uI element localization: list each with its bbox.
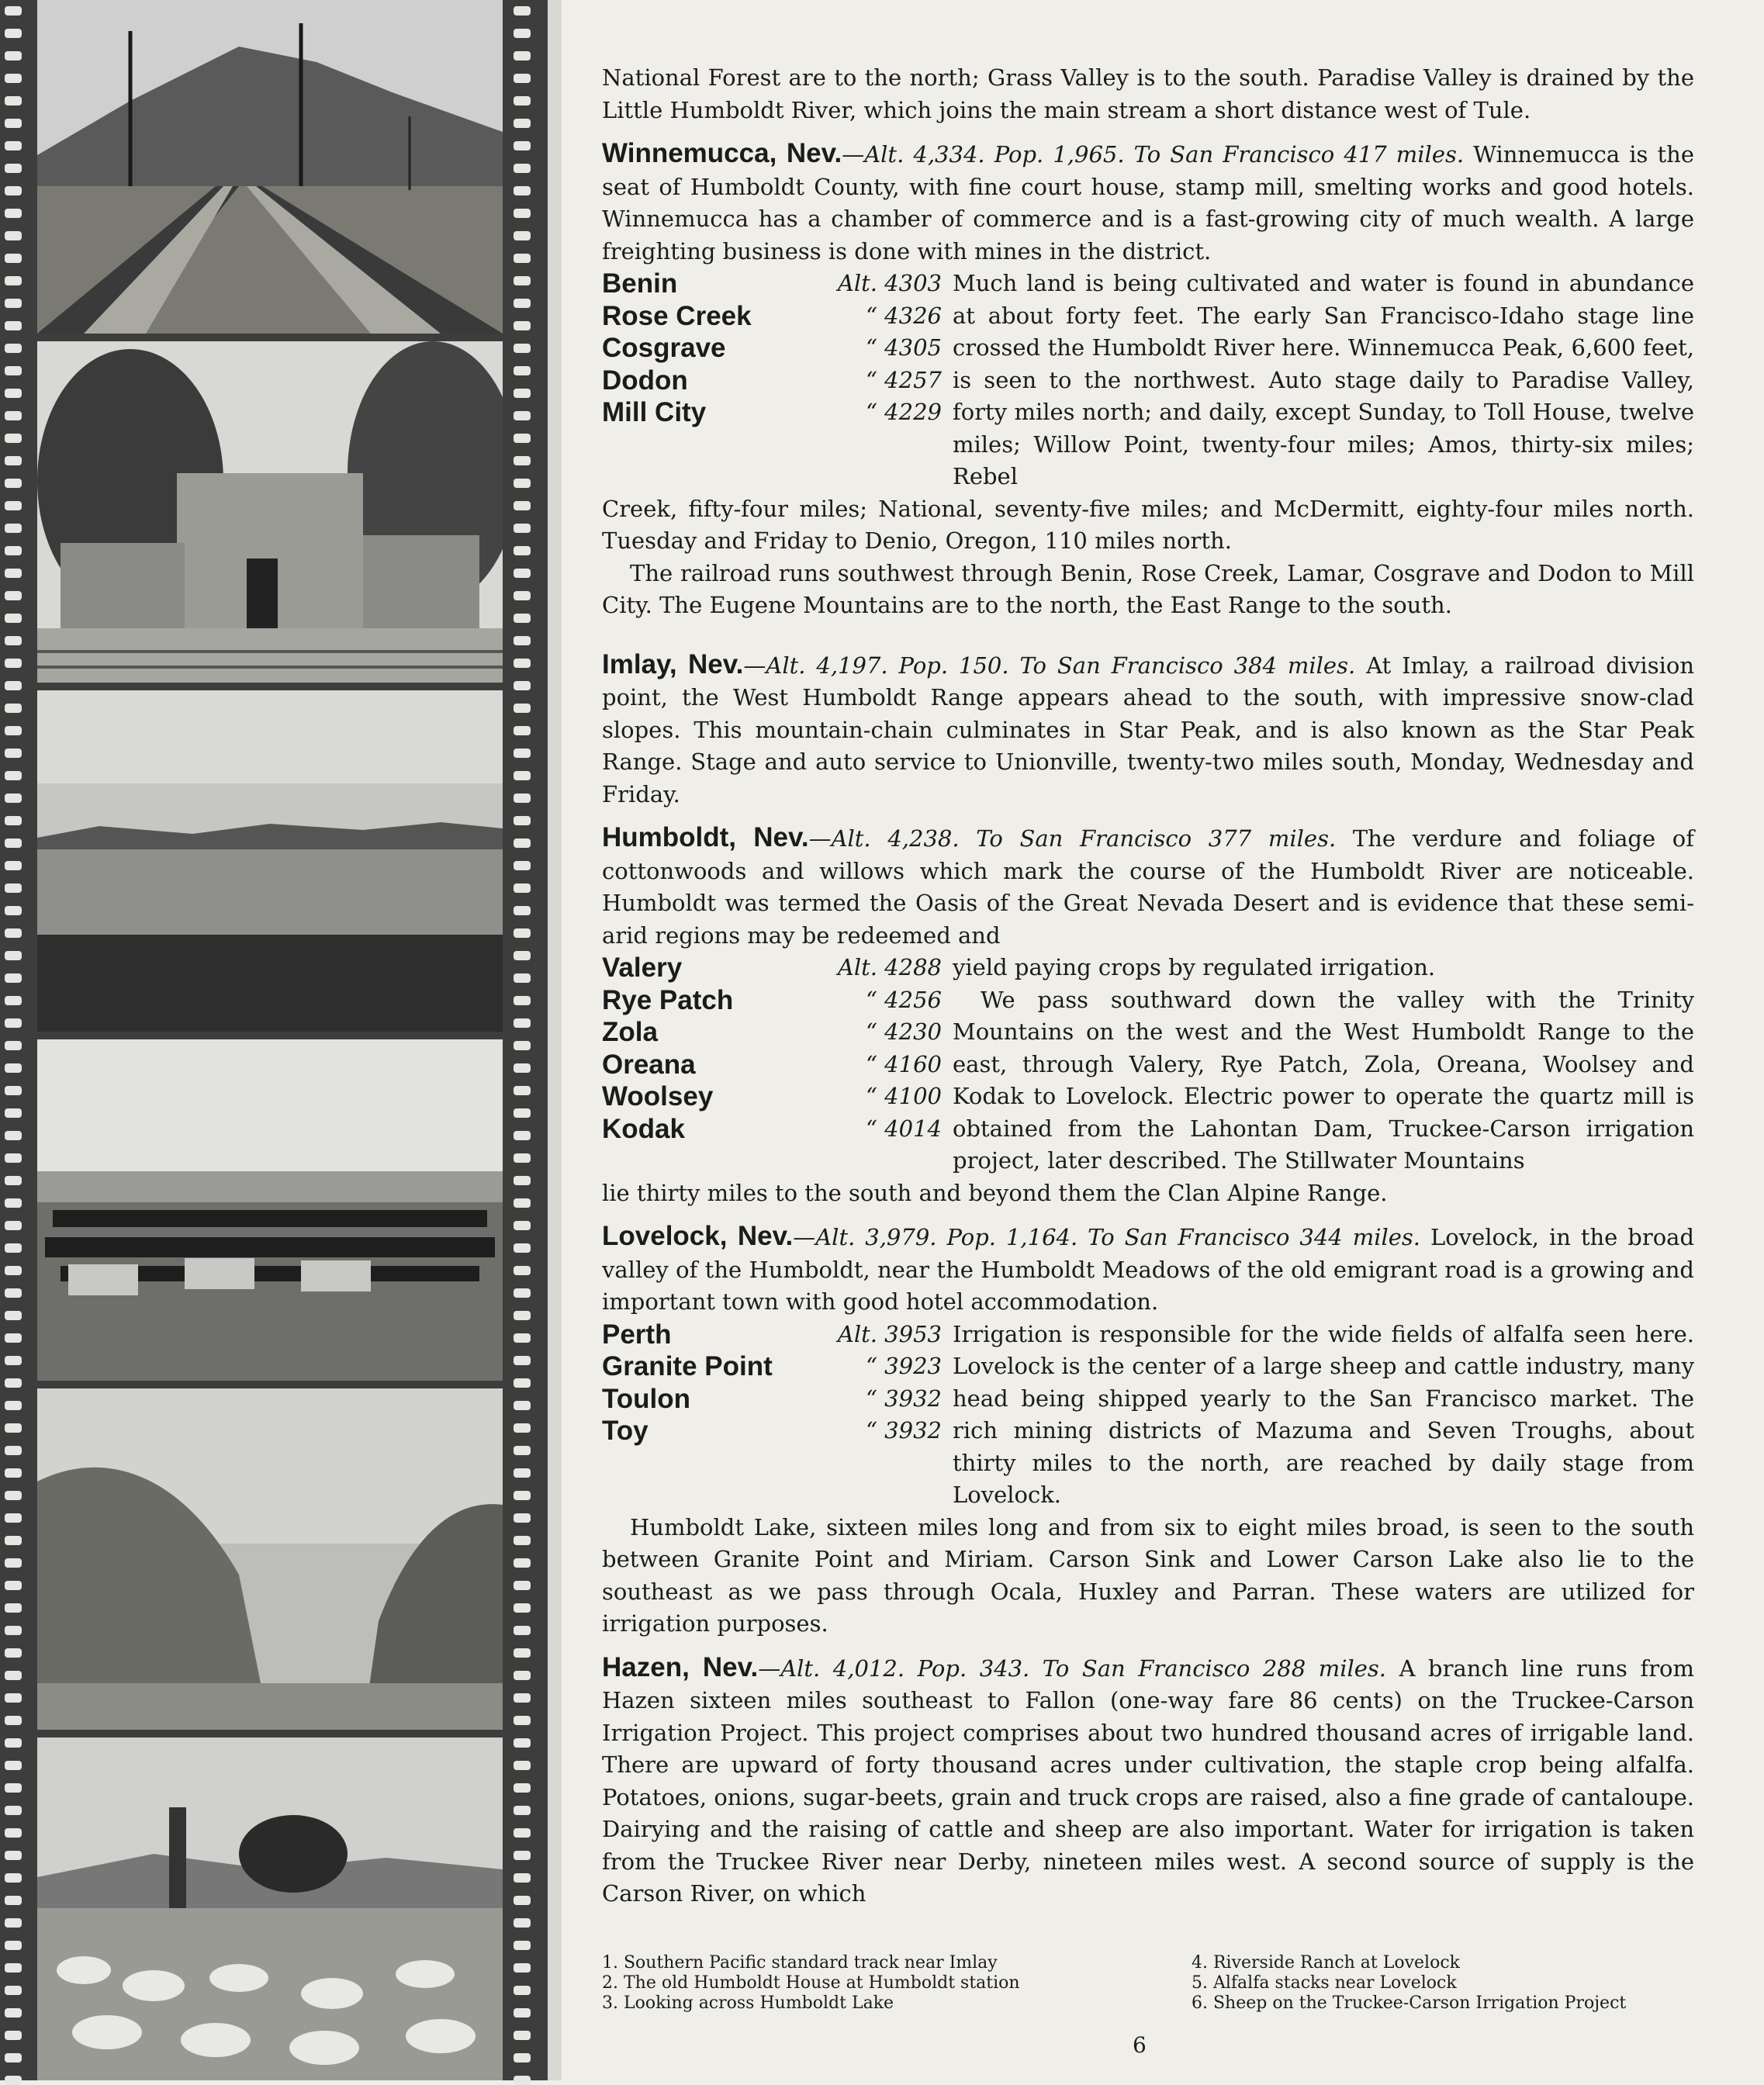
sprocket-hole [5,119,22,128]
sprocket-hole [514,2008,531,2018]
sprocket-hole [514,1626,531,1635]
sprocket-hole [5,1738,22,1748]
station-row [602,952,953,984]
lovelock-station-list [602,1319,1694,1512]
hazen-heading: Hazen, Nev. [602,1651,759,1682]
sprocket-hole [514,1806,531,1815]
sprocket-hole [5,1896,22,1905]
station-name: Mill City [602,397,707,427]
sprocket-hole [514,501,531,510]
sprocket-hole [5,546,22,555]
sprocket-hole [514,1558,531,1568]
sprocket-hole [514,726,531,735]
station-row [602,1415,953,1447]
sprocket-hole [5,1716,22,1725]
sprocket-hole [514,951,531,960]
sprocket-hole [5,389,22,398]
sprocket-hole [5,726,22,735]
sprocket-hole [514,1896,531,1905]
sprocket-hole [5,1513,22,1523]
station-row [602,365,953,397]
station-name: Rose Creek [602,300,752,331]
sprocket-hole [514,816,531,825]
sprocket-hole [5,816,22,825]
sprocket-hole [514,1648,531,1658]
sprocket-hole [5,591,22,600]
sprocket-hole [5,1963,22,1973]
sprocket-hole [514,1288,531,1298]
humboldt-text: The verdure and foliage of cottonwoods and willows which mark the course of the Humboldt River are noticeable. Humboldt was termed the Oasis of the Great Nevada Desert and is evidence that these semi-arid regions may be redeemed and [602,825,1694,949]
caption-4: 4. Riverside Ranch at Lovelock [1192,1953,1460,1973]
sprocket-hole [514,1378,531,1388]
sprocket-hole [5,299,22,308]
entry-lovelock [602,1220,1694,1641]
station-altitude: “ 4305 [866,334,942,361]
sprocket-hole [514,1446,531,1455]
sprocket-hole [514,1063,531,1073]
station-altitude: “ 4014 [866,1115,942,1142]
station-altitude: Alt. 4288 [837,954,942,980]
sprocket-hole [5,1918,22,1928]
sprocket-hole [5,928,22,938]
sprocket-hole [514,906,531,915]
sprocket-hole [5,1626,22,1635]
station-row [602,1049,953,1081]
sprocket-hole [514,1018,531,1028]
sprocket-hole [514,1513,531,1523]
humboldt-text-bottom: lie thirty miles to the south and beyond them the Clan Alpine Range. [602,1179,1388,1206]
intro-paragraph: National Forest are to the north; Grass Valley is to the south. Paradise Valley is drained by the Little Humboldt River, which joins the main stream a short distance west of Tule. [602,64,1694,123]
station-altitude: “ 3932 [866,1385,942,1412]
caption-6: 6. Sheep on the Truckee-Carson Irrigation Project [1192,1993,1627,2013]
hazen-text: A branch line runs from Hazen sixteen miles southeast to Fallon (one-way fare 86 cents) on the Truckee-Carson Irrigation Project. This project comprises about two hundred thousand acres of irrigable land. There are upward of forty thousand acres under cultivation, the staple crop being alfalfa. Potatoes, onions, sugar-beets, grain and truck crops are raised, also a fine grade of cantaloupe. Dairying and the raising of cattle and sheep are also important. Water for irrigation is taken from the Truckee River near Derby, nineteen miles west. A second source of supply is the Carson River, on which [602,1655,1695,1907]
sprocket-hole [5,321,22,330]
sprocket-hole [5,1333,22,1343]
sprocket-hole [514,1198,531,1208]
humboldt-heading: Humboldt, Nev. [602,822,809,852]
sprocket-hole [514,231,531,240]
sprocket-hole [5,1491,22,1500]
sprocket-hole [514,996,531,1005]
station-name: Zola [602,1017,658,1047]
sprocket-hole [5,1783,22,1793]
humboldt-side-text-2: We pass southward down the valley with the Trinity Mountains on the west and the West Humboldt Range to the east, through Valery, Rye Patch, Zola, Oreana, Woolsey and Kodak to Lovelock. Electric power to operate the quartz mill is obtained from the Lahontan Dam, Truckee-Carson irrigation project, later described. The Stillwater Mountains [953,986,1694,1174]
sprocket-hole [514,366,531,375]
sprocket-hole [514,254,531,263]
station-name: Perth [602,1319,672,1350]
sprocket-hole [514,1963,531,1973]
sprocket-hole [5,1536,22,1545]
sprocket-hole [5,1401,22,1410]
sprocket-hole [514,456,531,465]
sprocket-hole [5,749,22,758]
sprocket-hole [5,1041,22,1050]
sprocket-hole [5,681,22,690]
sprocket-hole [5,1873,22,1883]
sprocket-hole [514,794,531,803]
sprocket-hole [514,1873,531,1883]
sprocket-hole [514,1761,531,1770]
sprocket-hole [5,951,22,960]
sprocket-hole [514,1176,531,1185]
sprocket-hole [514,1266,531,1275]
sprocket-hole [5,973,22,983]
sprocket-hole [5,479,22,488]
sprocket-hole [5,1558,22,1568]
station-altitude: “ 4230 [866,1018,942,1045]
sprocket-hole [5,996,22,1005]
station-name: Granite Point [602,1351,773,1381]
humboldt-lake-paragraph: Humboldt Lake, sixteen miles long and from six to eight miles broad, is seen to the south between Granite Point and Miriam. Carson Sink and Lower Carson Lake also lie to the southeast as we pass through Ocala, Huxley and Parran. These waters are utilized for irrigation purposes. [602,1513,1694,1637]
station-name: Toulon [602,1383,691,1414]
sprocket-hole [5,344,22,353]
sprocket-hole [514,1086,531,1095]
sprocket-hole [5,1378,22,1388]
sprocket-hole [514,1941,531,1950]
sprocket-hole [5,1581,22,1590]
photo-humboldt-house [37,341,503,683]
sprocket-hole [514,569,531,578]
sprocket-hole [514,771,531,780]
sprocket-hole [514,1738,531,1748]
sprocket-hole [514,1311,531,1320]
station-name: Toy [602,1416,649,1446]
sprocket-hole [514,1671,531,1680]
caption-1: 1. Southern Pacific standard track near Imlay [602,1953,998,1973]
winnemucca-side-text: Much land is being cultivated and water is found in abundance at about forty feet. The early San Francisco-Idaho stage line crossed the Humboldt River here. Winnemucca Peak, 6,600 feet, is seen to the northwest. Auto stage daily to Paradise Valley, forty miles north; and daily, except Sunday, to Toll House, twelve miles; Willow Point, twenty-four miles; Amos, thirty-six miles; Rebel [953,270,1694,489]
sprocket-hole [5,883,22,893]
station-altitude: Alt. 4303 [837,270,942,296]
station-altitude: “ 3923 [866,1353,942,1379]
station-row [602,1016,953,1049]
sprocket-hole [5,1063,22,1073]
sprocket-hole [5,704,22,713]
sprocket-hole [5,2008,22,2018]
sprocket-hole [5,411,22,420]
photo-sheep [37,1738,503,2080]
sprocket-hole [514,1986,531,1995]
sprocket-hole [514,96,531,105]
sprocket-hole [514,1423,531,1433]
sprocket-hole [5,1941,22,1950]
guide-text [602,62,1694,1910]
sprocket-hole [514,2076,531,2085]
station-altitude: “ 4257 [866,366,942,393]
sprocket-hole [514,411,531,420]
station-name: Valery [602,953,683,983]
winnemucca-heading: Winnemucca, Nev. [602,138,842,168]
photo-railroad-track [37,0,503,334]
sprocket-hole [5,1986,22,1995]
station-row [602,1350,953,1383]
humboldt-side-text-1: yield paying crops by regulated irrigation. [953,954,1436,980]
station-name: Benin [602,268,678,299]
sprocket-hole [514,164,531,173]
entry-humboldt [602,821,1694,1209]
railroad-paragraph: The railroad runs southwest through Benin, Rose Creek, Lamar, Cosgrave and Dodon to Mill City. The Eugene Mountains are to the north, the East Range to the south. [602,559,1694,618]
sprocket-hole [5,1153,22,1163]
page-gutter [548,0,562,2080]
photo-film-strip [0,0,548,2080]
sprocket-hole [5,434,22,443]
sprocket-hole [514,546,531,555]
humboldt-station-list [602,952,1694,1177]
humboldt-meta: —Alt. 4,238. To San Francisco 377 miles. [808,825,1337,852]
winnemucca-station-list [602,268,1694,493]
sprocket-hole [5,1176,22,1185]
sprocket-hole [514,389,531,398]
caption-2: 2. The old Humboldt House at Humboldt station [602,1973,1020,1993]
sprocket-hole [514,681,531,690]
winnemucca-text-bottom: Creek, fifty-four miles; National, seventy-five miles; and McDermitt, eighty-four miles north. Tuesday and Friday to Denio, Oregon, 110 miles north. [602,495,1694,554]
sprocket-hole [5,366,22,375]
sprocket-hole [5,164,22,173]
imlay-text: At Imlay, a railroad division point, the West Humboldt Range appears ahead to the south, with impressive snow-clad slopes. This mountain-chain culminates in Star Peak, and is also known as the Star Peak Range. Stage and auto service to Unionville, twenty-two miles south, Monday, Wednesday and Friday. [602,652,1695,807]
sprocket-hole [514,614,531,623]
sprocket-hole [514,1491,531,1500]
station-column [602,268,953,493]
sprocket-hole [5,794,22,803]
sprocket-hole [514,479,531,488]
sprocket-hole [514,1783,531,1793]
sprocket-hole [5,2031,22,2040]
sprocket-hole [514,861,531,870]
sprocket-hole [5,1603,22,1613]
station-column [602,1319,953,1512]
sprocket-hole [5,501,22,510]
sprocket-hole [5,1356,22,1365]
winnemucca-text: Winnemucca is the seat of Humboldt County, with fine court house, stamp mill, smelting works and good hotels. Winnemucca has a chamber of commerce and is a fast-growing city of much wealth. A large freighting business is done with mines in the district. [602,141,1694,265]
entry-imlay [602,648,1694,811]
sprocket-hole [5,838,22,848]
sprocket-hole [5,2053,22,2063]
sprocket-hole [514,2031,531,2040]
station-altitude: “ 4160 [866,1050,942,1077]
sprocket-hole [514,1468,531,1478]
sprocket-hole [5,1851,22,1860]
sprocket-hole [514,74,531,83]
sprocket-hole [5,456,22,465]
sprocket-hole [514,119,531,128]
sprocket-hole [5,29,22,38]
sprocket-hole [514,276,531,285]
sprocket-hole [514,209,531,218]
caption-3: 3. Looking across Humboldt Lake [602,1993,894,2013]
station-row [602,332,953,365]
station-altitude: “ 4100 [866,1083,942,1109]
lovelock-side-text: Irrigation is responsible for the wide fields of alfalfa seen here. Lovelock is the center of a large sheep and cattle industry, many head being shipped yearly to the San Francisco market. The rich mining districts of Mazuma and Seven Troughs, about thirty miles to the north, are reached by daily stage from Lovelock. [953,1320,1694,1508]
station-altitude: Alt. 3953 [837,1320,942,1347]
sprocket-hole [514,704,531,713]
entry-hazen [602,1651,1694,1910]
sprocket-hole [5,1018,22,1028]
station-altitude: “ 4229 [866,399,942,425]
sprocket-hole [5,1311,22,1320]
sprocket-hole [514,344,531,353]
sprocket-hole [5,1761,22,1770]
sprocket-hole [514,1828,531,1838]
sprocket-hole [5,254,22,263]
sprocket-hole [514,636,531,645]
station-row [602,396,953,429]
station-column [602,952,953,1177]
sprocket-hole [5,1648,22,1658]
sprocket-hole [514,524,531,533]
station-name: Woolsey [602,1081,714,1112]
sprocket-hole [514,1581,531,1590]
lovelock-text: Lovelock, in the broad valley of the Humboldt, near the Humboldt Meadows of the old emigrant road is a growing and important town with good hotel accommodation. [602,1224,1695,1315]
sprocket-hole [5,1198,22,1208]
sprocket-hole [514,321,531,330]
sprocket-hole [5,1693,22,1703]
station-row [602,1383,953,1416]
lovelock-meta: —Alt. 3,979. Pop. 1,164. To San Francisco 344 miles. [793,1224,1421,1250]
station-row [602,1081,953,1113]
sprocket-hole [514,749,531,758]
sprocket-hole [514,29,531,38]
sprocket-hole [514,973,531,983]
sprocket-hole [5,1108,22,1118]
sprocket-hole [514,1693,531,1703]
station-altitude: “ 4256 [866,986,942,1013]
sprocket-hole [5,1131,22,1140]
entry-winnemucca [602,137,1694,622]
film-sprocket-holes-left [5,0,26,2080]
sprocket-hole [514,1221,531,1230]
sprocket-hole [514,1131,531,1140]
sprocket-hole [514,434,531,443]
sprocket-hole [5,96,22,105]
station-row [602,300,953,333]
station-row [602,1113,953,1146]
sprocket-hole [5,74,22,83]
sprocket-hole [514,6,531,16]
sprocket-hole [514,2053,531,2063]
sprocket-hole [514,1603,531,1613]
sprocket-hole [5,1671,22,1680]
sprocket-hole [5,569,22,578]
sprocket-hole [5,906,22,915]
sprocket-hole [5,209,22,218]
sprocket-hole [514,883,531,893]
photo-captions [602,1953,1703,2014]
sprocket-hole [514,1333,531,1343]
imlay-meta: —Alt. 4,197. Pop. 150. To San Francisco 384 miles. [743,652,1356,679]
sprocket-hole [5,231,22,240]
station-name: Cosgrave [602,333,726,363]
sprocket-hole [5,614,22,623]
sprocket-hole [514,1716,531,1725]
sprocket-hole [5,1266,22,1275]
sprocket-hole [514,1851,531,1860]
station-row [602,1319,953,1351]
sprocket-hole [5,1423,22,1433]
sprocket-hole [514,928,531,938]
sprocket-hole [514,838,531,848]
sprocket-hole [514,141,531,150]
film-sprocket-holes-right [514,0,535,2080]
sprocket-hole [514,1356,531,1365]
photo-riverside-ranch [37,1039,503,1381]
sprocket-hole [514,1108,531,1118]
sprocket-hole [514,1536,531,1545]
sprocket-hole [5,1806,22,1815]
sprocket-hole [514,659,531,668]
sprocket-hole [5,51,22,61]
sprocket-hole [5,524,22,533]
sprocket-hole [514,1153,531,1163]
winnemucca-meta: —Alt. 4,334. Pop. 1,965. To San Francisco 417 miles. [842,141,1465,168]
station-name: Rye Patch [602,984,734,1015]
sprocket-hole [5,636,22,645]
sprocket-hole [5,1221,22,1230]
station-name: Dodon [602,365,688,396]
sprocket-hole [514,1401,531,1410]
sprocket-hole [5,861,22,870]
sprocket-hole [514,51,531,61]
photo-humboldt-lake [37,690,503,1032]
sprocket-hole [5,276,22,285]
station-row [602,268,953,300]
page-number: 6 [1133,2032,1147,2058]
sprocket-hole [514,1243,531,1253]
sprocket-hole [5,1243,22,1253]
sprocket-hole [514,186,531,195]
station-name: Oreana [602,1049,696,1080]
sprocket-hole [5,6,22,16]
sprocket-hole [5,1446,22,1455]
station-altitude: “ 4326 [866,302,942,329]
sprocket-hole [514,1041,531,1050]
photo-alfalfa-stacks [37,1388,503,1730]
sprocket-hole [5,1828,22,1838]
sprocket-hole [5,2076,22,2085]
lovelock-heading: Lovelock, Nev. [602,1221,794,1251]
sprocket-hole [514,299,531,308]
sprocket-hole [5,1468,22,1478]
caption-5: 5. Alfalfa stacks near Lovelock [1192,1973,1457,1993]
sprocket-hole [5,659,22,668]
sprocket-hole [5,1288,22,1298]
sprocket-hole [5,141,22,150]
sprocket-hole [5,771,22,780]
imlay-heading: Imlay, Nev. [602,648,744,679]
sprocket-hole [5,186,22,195]
sprocket-hole [514,1918,531,1928]
hazen-meta: —Alt. 4,012. Pop. 343. To San Francisco 288 miles. [758,1655,1387,1682]
sprocket-hole [5,1086,22,1095]
sprocket-hole [514,591,531,600]
station-row [602,984,953,1017]
station-altitude: “ 3932 [866,1417,942,1444]
station-name: Kodak [602,1113,685,1144]
